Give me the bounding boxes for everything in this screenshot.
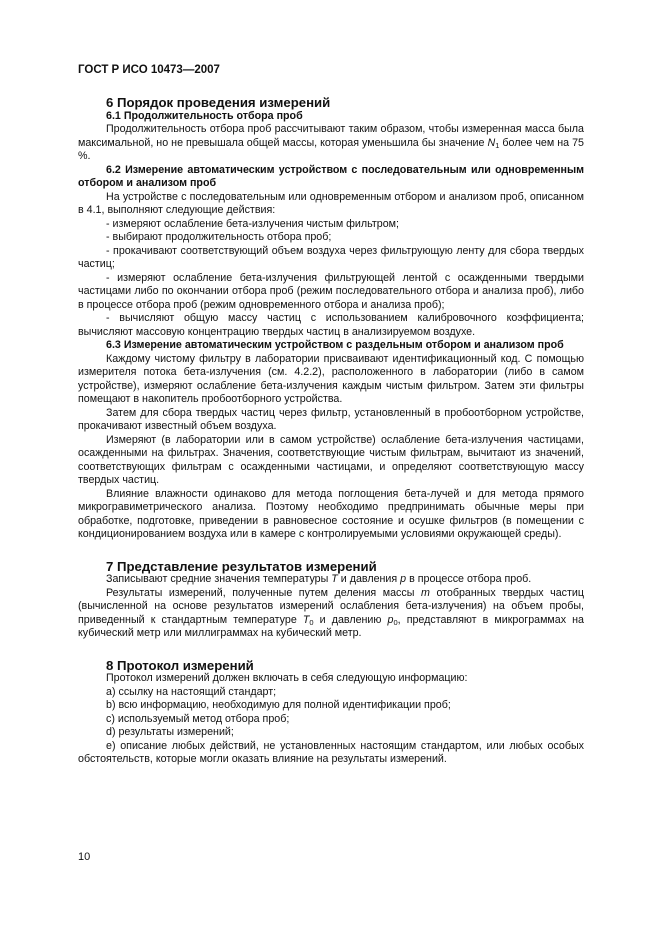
subsection-6-1-title: 6.1 Продолжительность отбора проб [106,109,303,122]
subsection-6-3-title: 6.3 Измерение автоматическим устройством с раздельным отбором и анализом проб [106,339,564,351]
text-run: более чем на 75 %. [78,136,584,162]
text-run: отобранных твердых частиц (вычисленной на основе результатов измерений ослабления бета-излучения) на объем пробы, приведенный к стандартным температуре [78,586,584,626]
list-item: b) всю информацию, необходимую для полной идентификации проб; [106,699,451,711]
paragraph [78,587,584,641]
section-spacer [78,542,584,560]
document-header: ГОСТ Р ИСО 10473—2007 [78,64,220,76]
text-run: Результаты измерений, полученные путем деления массы [106,586,421,599]
subsection-6-2-title: 6.2 Измерение автоматическим устройством с последовательным или одновременным отбором и анализом проб [78,163,584,189]
list-item: - измеряют ослабление бета-излучения фильтрующей лентой с осажденными твердыми частицами либо по окончании отбора проб (режим последовательного отбора и анализа проб), либо в процессе отбора проб (режим одновременного отбора и анализа проб); [78,271,584,311]
paragraph: Влияние влажности одинаково для метода поглощения бета-лучей и для метода прямого микрогравиметрического анализа. Поэтому необходимо предпринимать обычные меры при обработке, подготовке, приведении в равновесное состояние и осушке фильтров (в помещении с кондиционированием воздуха или в камере с контролируемыми условиями окружающей среды). [78,487,584,540]
list-item: - вычисляют общую массу частиц с использованием калибровочного коэффициента; вычисляют массовую концентрацию твердых частиц в анализируемом воздухе. [78,312,584,338]
text-run: , представляют в микрограммах на кубический метр или миллиграммах на кубический метр. [78,613,585,639]
text-run: Записывают средние значения температуры [106,573,332,585]
symbol-p: p [400,573,407,585]
page-number: 10 [78,851,91,863]
paragraph [78,573,584,587]
subsection-6-1-text [78,123,584,164]
symbol-n: N [487,136,496,149]
paragraph: Измеряют (в лаборатории или в самом устройстве) ослабление бета-излучения частицами, осажденными на фильтрах. Значения, соответствующие чистым фильтрам, вычитают из значений, соответствующих фильтрам с осажденными частицами, и определяют соответствующую массу твердых частиц. [78,433,584,486]
paragraph: Протокол измерений должен включать в себя следующую информацию: [106,672,468,684]
list-item: - прокачивают соответствующий объем воздуха через фильтрующую ленту для сбора твердых частиц; [78,244,584,270]
page-body [78,96,584,767]
list-item: e) описание любых действий, не установленных настоящим стандартом, или любых особых обстоятельств, которые могли оказать влияние на результаты измерений. [78,739,584,765]
symbol-m: m [420,586,430,599]
list-item: a) ссылку на настоящий стандарт; [106,685,277,698]
symbol-t0: T [302,613,310,626]
list-item: - измеряют ослабление бета-излучения чистым фильтром; [106,217,399,230]
subscript-1: 1 [495,140,500,150]
section-8-title: 8 Протокол измерений [106,657,254,673]
section-7-title: 7 Представление результатов измерений [106,558,377,574]
text-run: и давлению [313,613,388,626]
symbol-t: T [331,573,338,585]
section-spacer [78,641,584,659]
subscript-0: 0 [393,617,398,627]
subsection-6-2-intro: На устройстве с последовательным или одновременным отбором и анализом проб, описанном в 4.1, выполняют следующие действия: [78,190,584,216]
text-run: в процессе отбора проб. [406,573,532,585]
text-run: Продолжительность отбора проб рассчитывают таким образом, чтобы измеренная масса была максимальной, но не превышала общей массы, которая уменьшила бы значение [78,123,584,149]
subscript-0: 0 [309,617,314,627]
text-run: и давления [337,573,401,585]
list-item: - выбирают продолжительность отбора проб; [106,231,332,243]
symbol-p0: p [387,613,394,626]
list-item: c) используемый метод отбора проб; [106,712,290,725]
section-6-title: 6 Порядок проведения измерений [106,95,331,110]
paragraph: Затем для сбора твердых частиц через фильтр, установленный в пробоотборном устройстве, прокачивают известный объем воздуха. [78,406,584,432]
paragraph: Каждому чистому фильтру в лаборатории присваивают идентификационный код. С помощью измерителя потока бета-излучения (см. 4.2.2), расположенного в лаборатории (либо в самом устройстве), измеряют ослабление бета-излучения каждым чистым фильтром. Затем эти фильтры помещают в накопитель пробоотборного устройства. [78,352,584,405]
list-item: d) результаты измерений; [106,726,234,738]
